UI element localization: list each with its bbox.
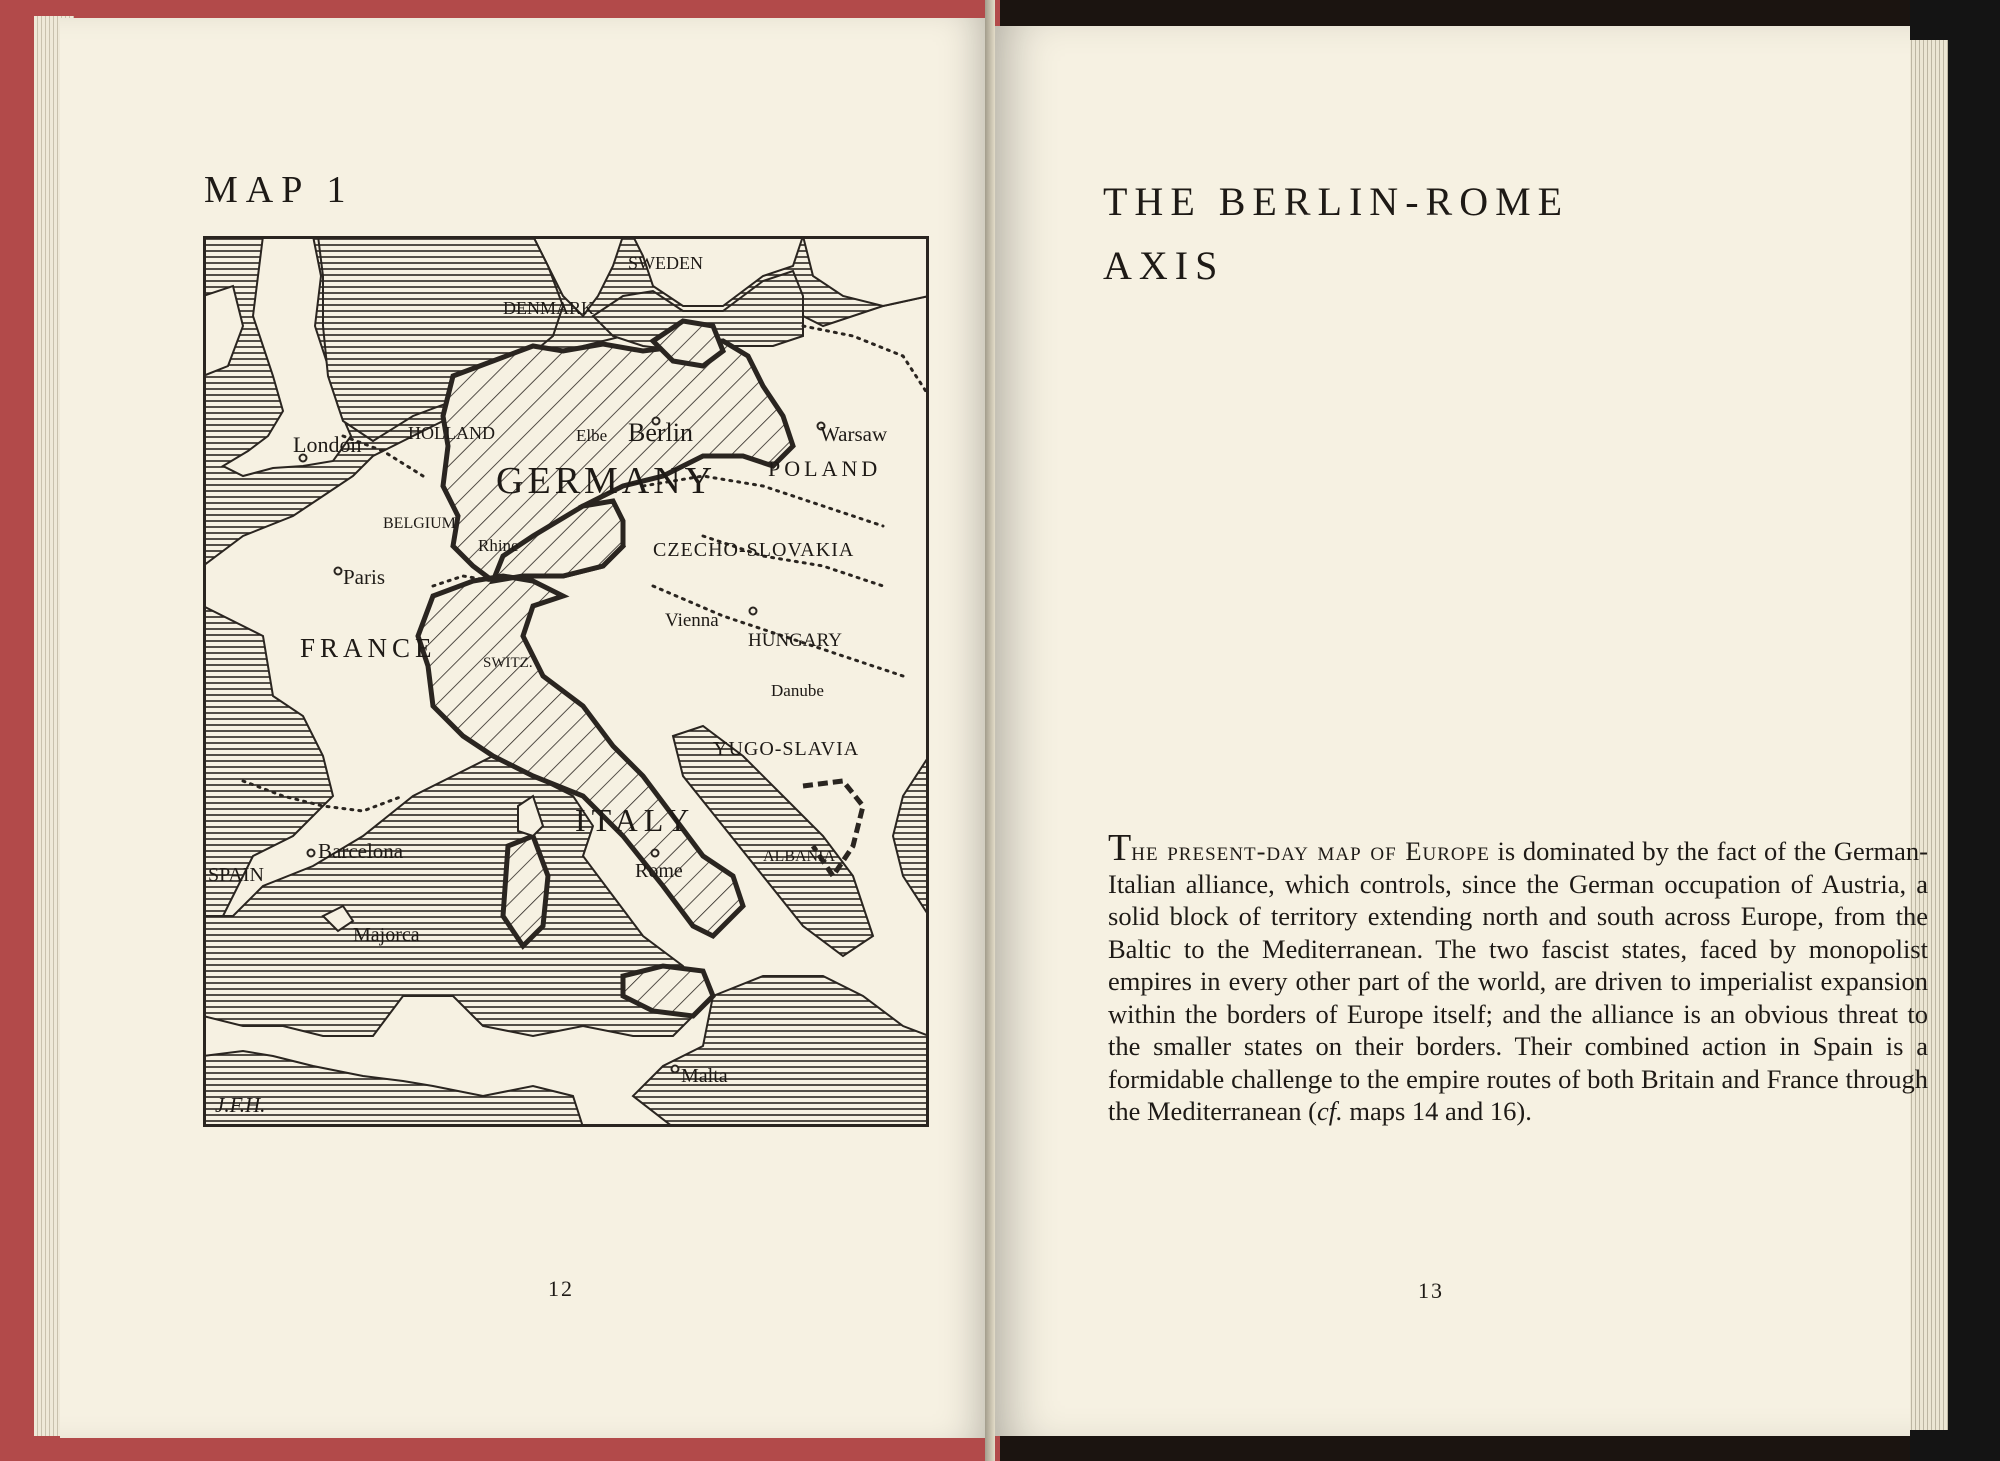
label-paris: Paris (343, 565, 385, 589)
chapter-title-line1: THE BERLIN-ROME (1103, 179, 1570, 224)
label-holland: HOLLAND (408, 423, 495, 443)
label-danube: Danube (771, 681, 824, 700)
label-rhine: Rhine (478, 536, 519, 555)
label-italy: ITALY (575, 802, 696, 838)
label-switz: SWITZ. (483, 655, 533, 671)
label-london: London (293, 432, 362, 457)
label-elbe: Elbe (576, 426, 608, 445)
label-sweden: SWEDEN (628, 253, 703, 273)
chapter-title-line2: AXIS (1103, 243, 1225, 288)
map-heading: MAP 1 (204, 169, 354, 211)
vienna-marker (750, 608, 757, 615)
rome-marker (652, 850, 659, 857)
label-czecho-slovakia: CZECHO-SLOVAKIA (653, 539, 855, 561)
label-belgium: BELGIUM (383, 515, 456, 532)
chapter-body (1108, 827, 1928, 1128)
malta-marker (672, 1066, 679, 1073)
paris-marker (335, 568, 342, 575)
sardinia-territory (503, 836, 548, 946)
chapter-title (1103, 170, 1803, 298)
label-vienna: Vienna (665, 610, 719, 631)
label-france: FRANCE (300, 633, 437, 663)
page-number-right: 13 (1418, 1278, 1444, 1303)
label-warsaw: Warsaw (820, 422, 888, 446)
barcelona-marker (308, 850, 315, 857)
page-edges-right (1908, 40, 1948, 1430)
label-barcelona: Barcelona (318, 839, 404, 863)
body-text: is dominated by the fact of the German-Italian alliance, which controls, since the German occupation of Austria, a solid block of territory extending north and south across Europe, from the Baltic to the Mediterranean. The two fascist states, faced by monopolist empires in every other part of the world, are driven to imperialist expansion within the borders of Europe itself; and the alliance is an obvious threat to the smaller states on their borders. Their combined action in Spain is a formidable challenge to the empire routes of both Britain and France through the Mediterranean ( (1108, 836, 1928, 1126)
cf-abbreviation: cf. (1316, 1096, 1343, 1126)
europe-map (203, 236, 929, 1127)
lead-in: he present-day map of Europe (1131, 836, 1490, 866)
label-poland: POLAND (768, 456, 882, 481)
drop-cap: T (1108, 827, 1132, 869)
page-number-left: 12 (548, 1276, 574, 1301)
map-signature: J.F.H. (215, 1093, 266, 1117)
label-malta: Malta (681, 1065, 728, 1087)
label-majorca: Majorca (353, 924, 420, 946)
label-rome: Rome (635, 860, 683, 882)
label-albania: ALBANIA (763, 848, 835, 865)
label-yugo-slavia: YUGO-SLAVIA (713, 738, 860, 760)
label-germany: GERMANY (496, 460, 717, 502)
label-spain: SPAIN (208, 864, 264, 886)
book-spine (985, 0, 995, 1461)
label-hungary: HUNGARY (748, 630, 842, 651)
label-denmark: DENMARK (503, 298, 595, 318)
label-berlin: Berlin (628, 418, 693, 447)
body-text-end: maps 14 and 16). (1342, 1096, 1532, 1126)
